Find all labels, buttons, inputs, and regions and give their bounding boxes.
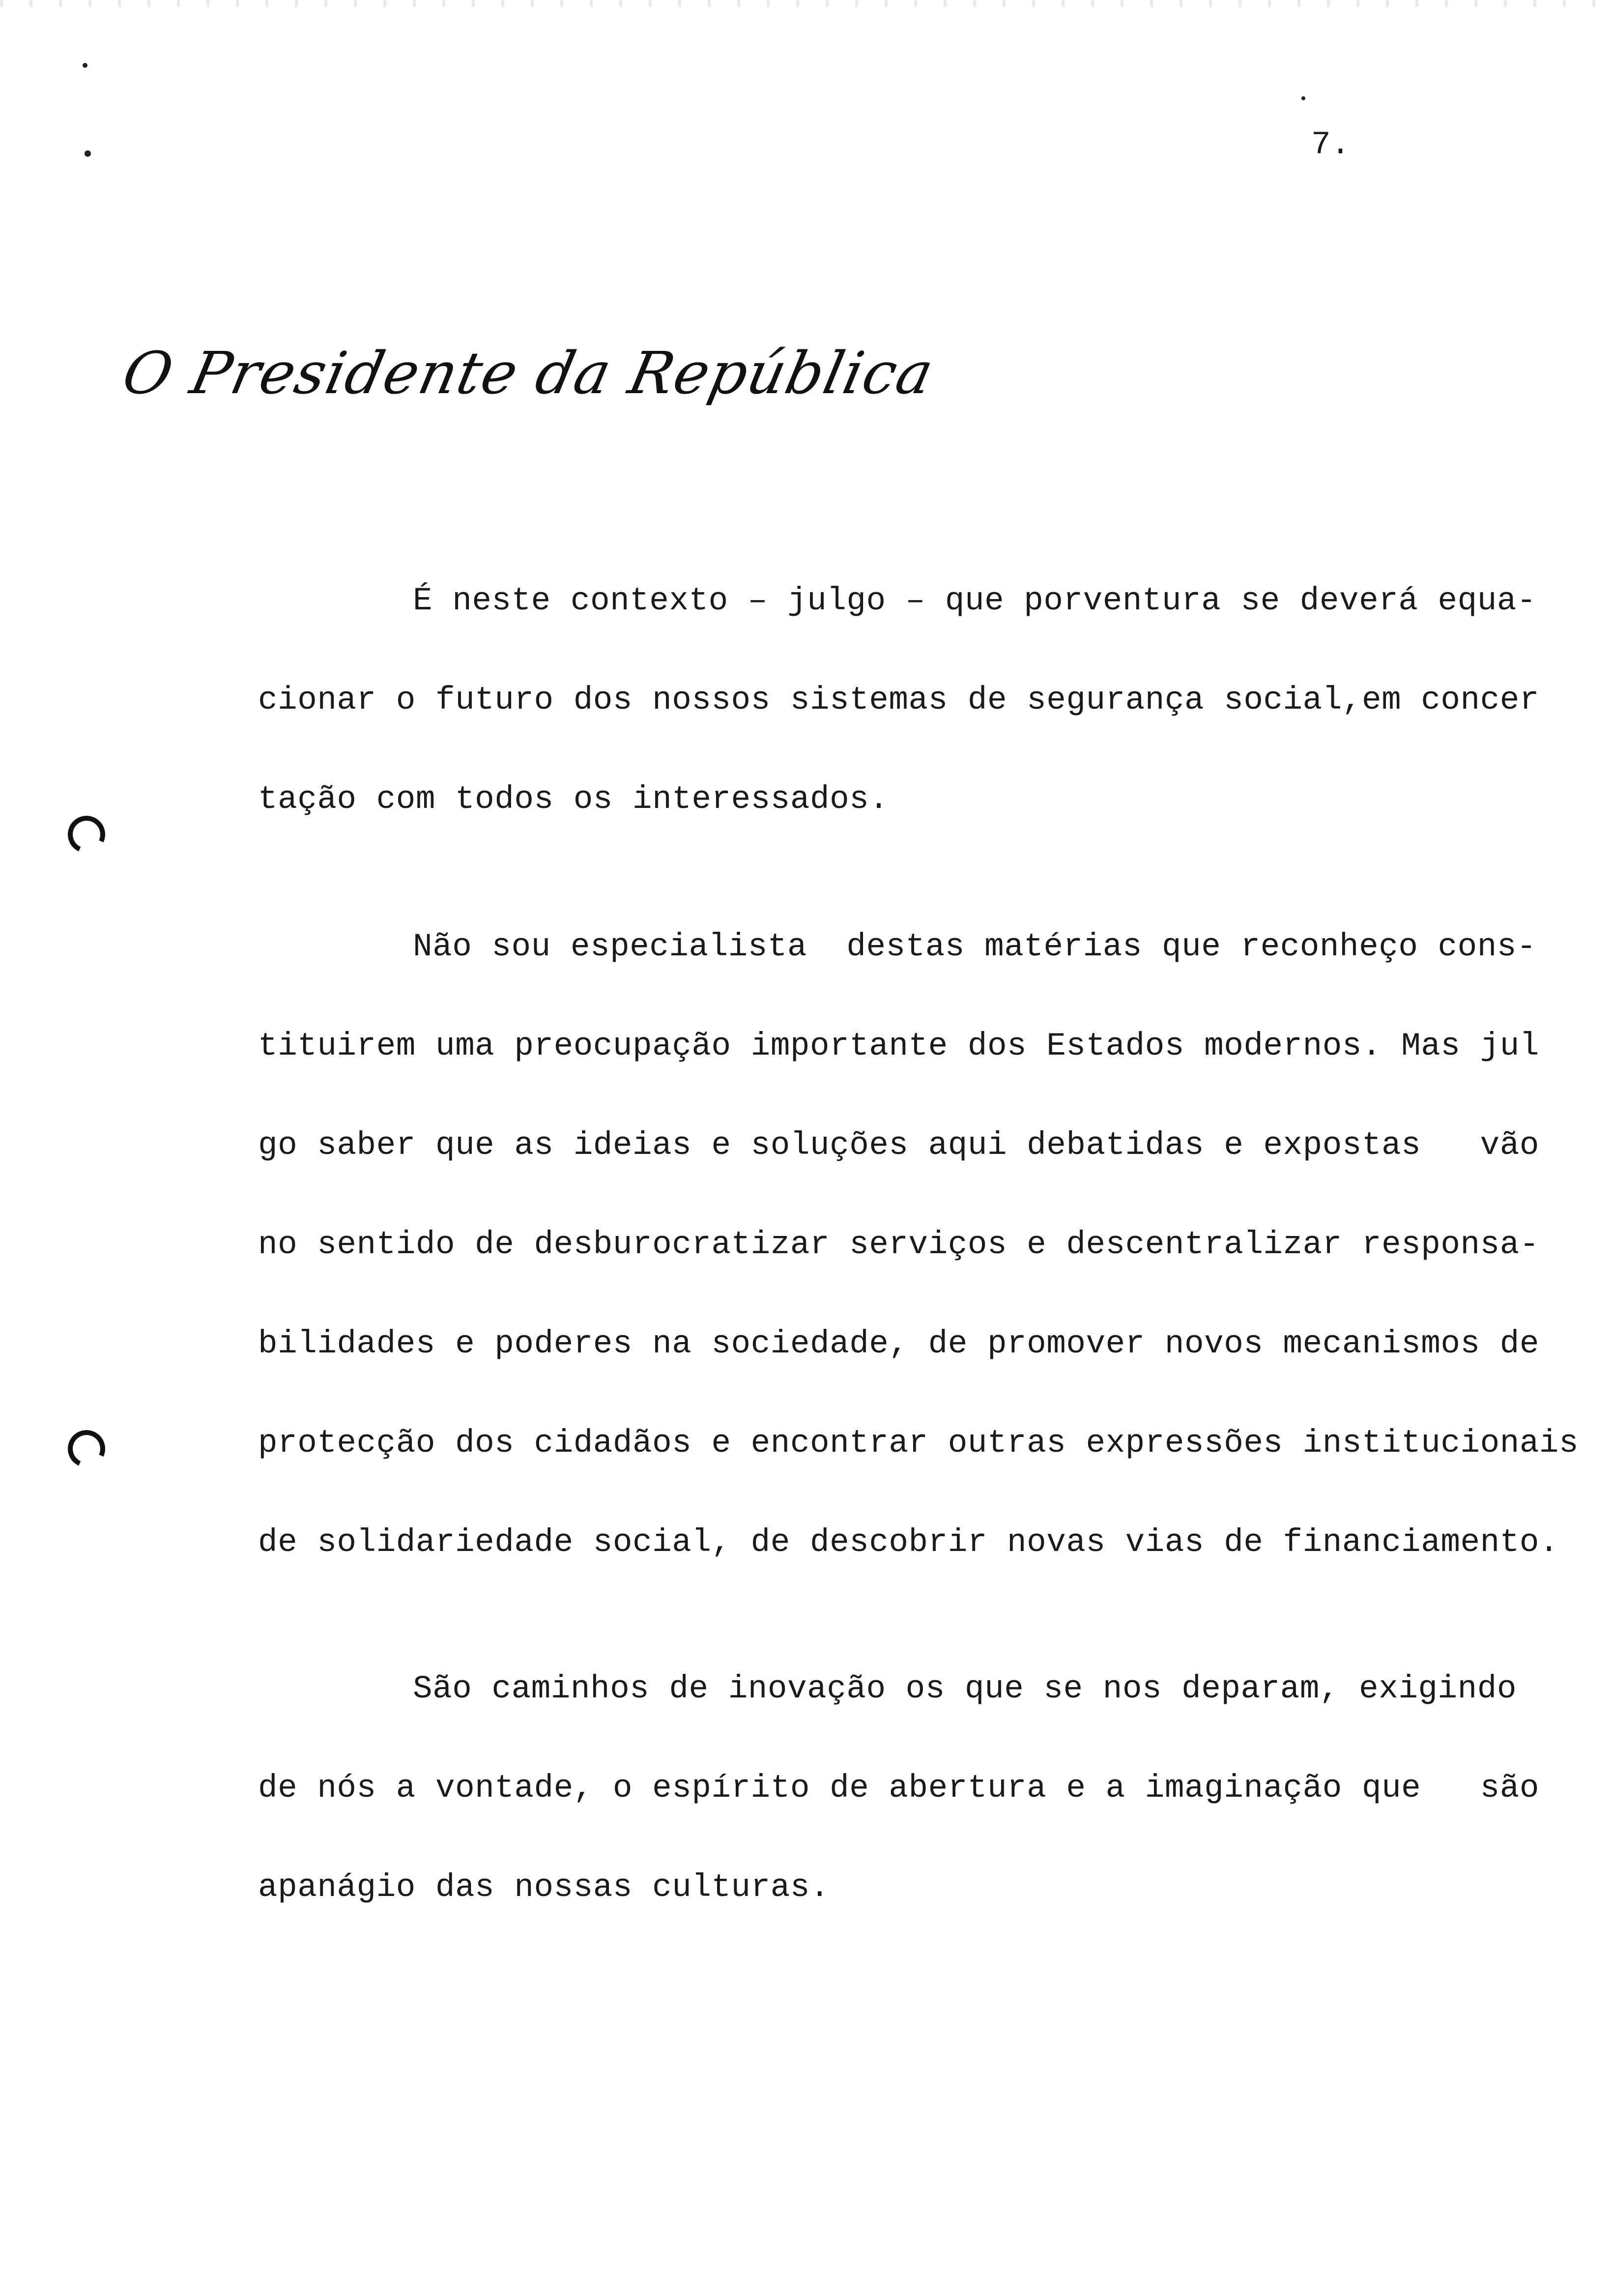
punch-hole-mark [62, 1425, 110, 1472]
text-line: de nós a vontade, o espírito de abertura e a imaginação que são [258, 1770, 1539, 1807]
scan-dot [85, 150, 91, 157]
text-line: tituirem uma preocupação importante dos Estados modernos. Mas jul [258, 1028, 1539, 1064]
text-line: de solidariedade social, de descobrir novas vias de financiamento. [258, 1524, 1559, 1561]
text-line: Não sou especialista destas matérias que reconheço cons- [413, 928, 1537, 965]
page-number: 7. [1311, 126, 1351, 163]
scan-dot [83, 63, 87, 68]
text-line: bilidades e poderes na sociedade, de promover novos mecanismos de [258, 1325, 1539, 1362]
text-line: apanágio das nossas culturas. [258, 1869, 830, 1906]
text-line: no sentido de desburocratizar serviços e descentralizar responsa- [258, 1226, 1539, 1263]
punch-hole-mark [62, 810, 110, 858]
text-line: É neste contexto – julgo – que porventura se deverá equa- [413, 582, 1537, 619]
scan-edge-noise [0, 0, 1612, 7]
text-line: São caminhos de inovação os que se nos deparam, exigindo [413, 1670, 1517, 1707]
text-line: cionar o futuro dos nossos sistemas de segurança social,em concer [258, 682, 1539, 718]
scan-dot [1301, 96, 1305, 100]
letterhead-title: O Presidente da República [116, 339, 940, 407]
text-line: protecção dos cidadãos e encontrar outras expressões institucionais [258, 1425, 1579, 1462]
text-line: go saber que as ideias e soluções aqui debatidas e expostas vão [258, 1127, 1539, 1164]
text-line: tação com todos os interessados. [258, 781, 889, 818]
